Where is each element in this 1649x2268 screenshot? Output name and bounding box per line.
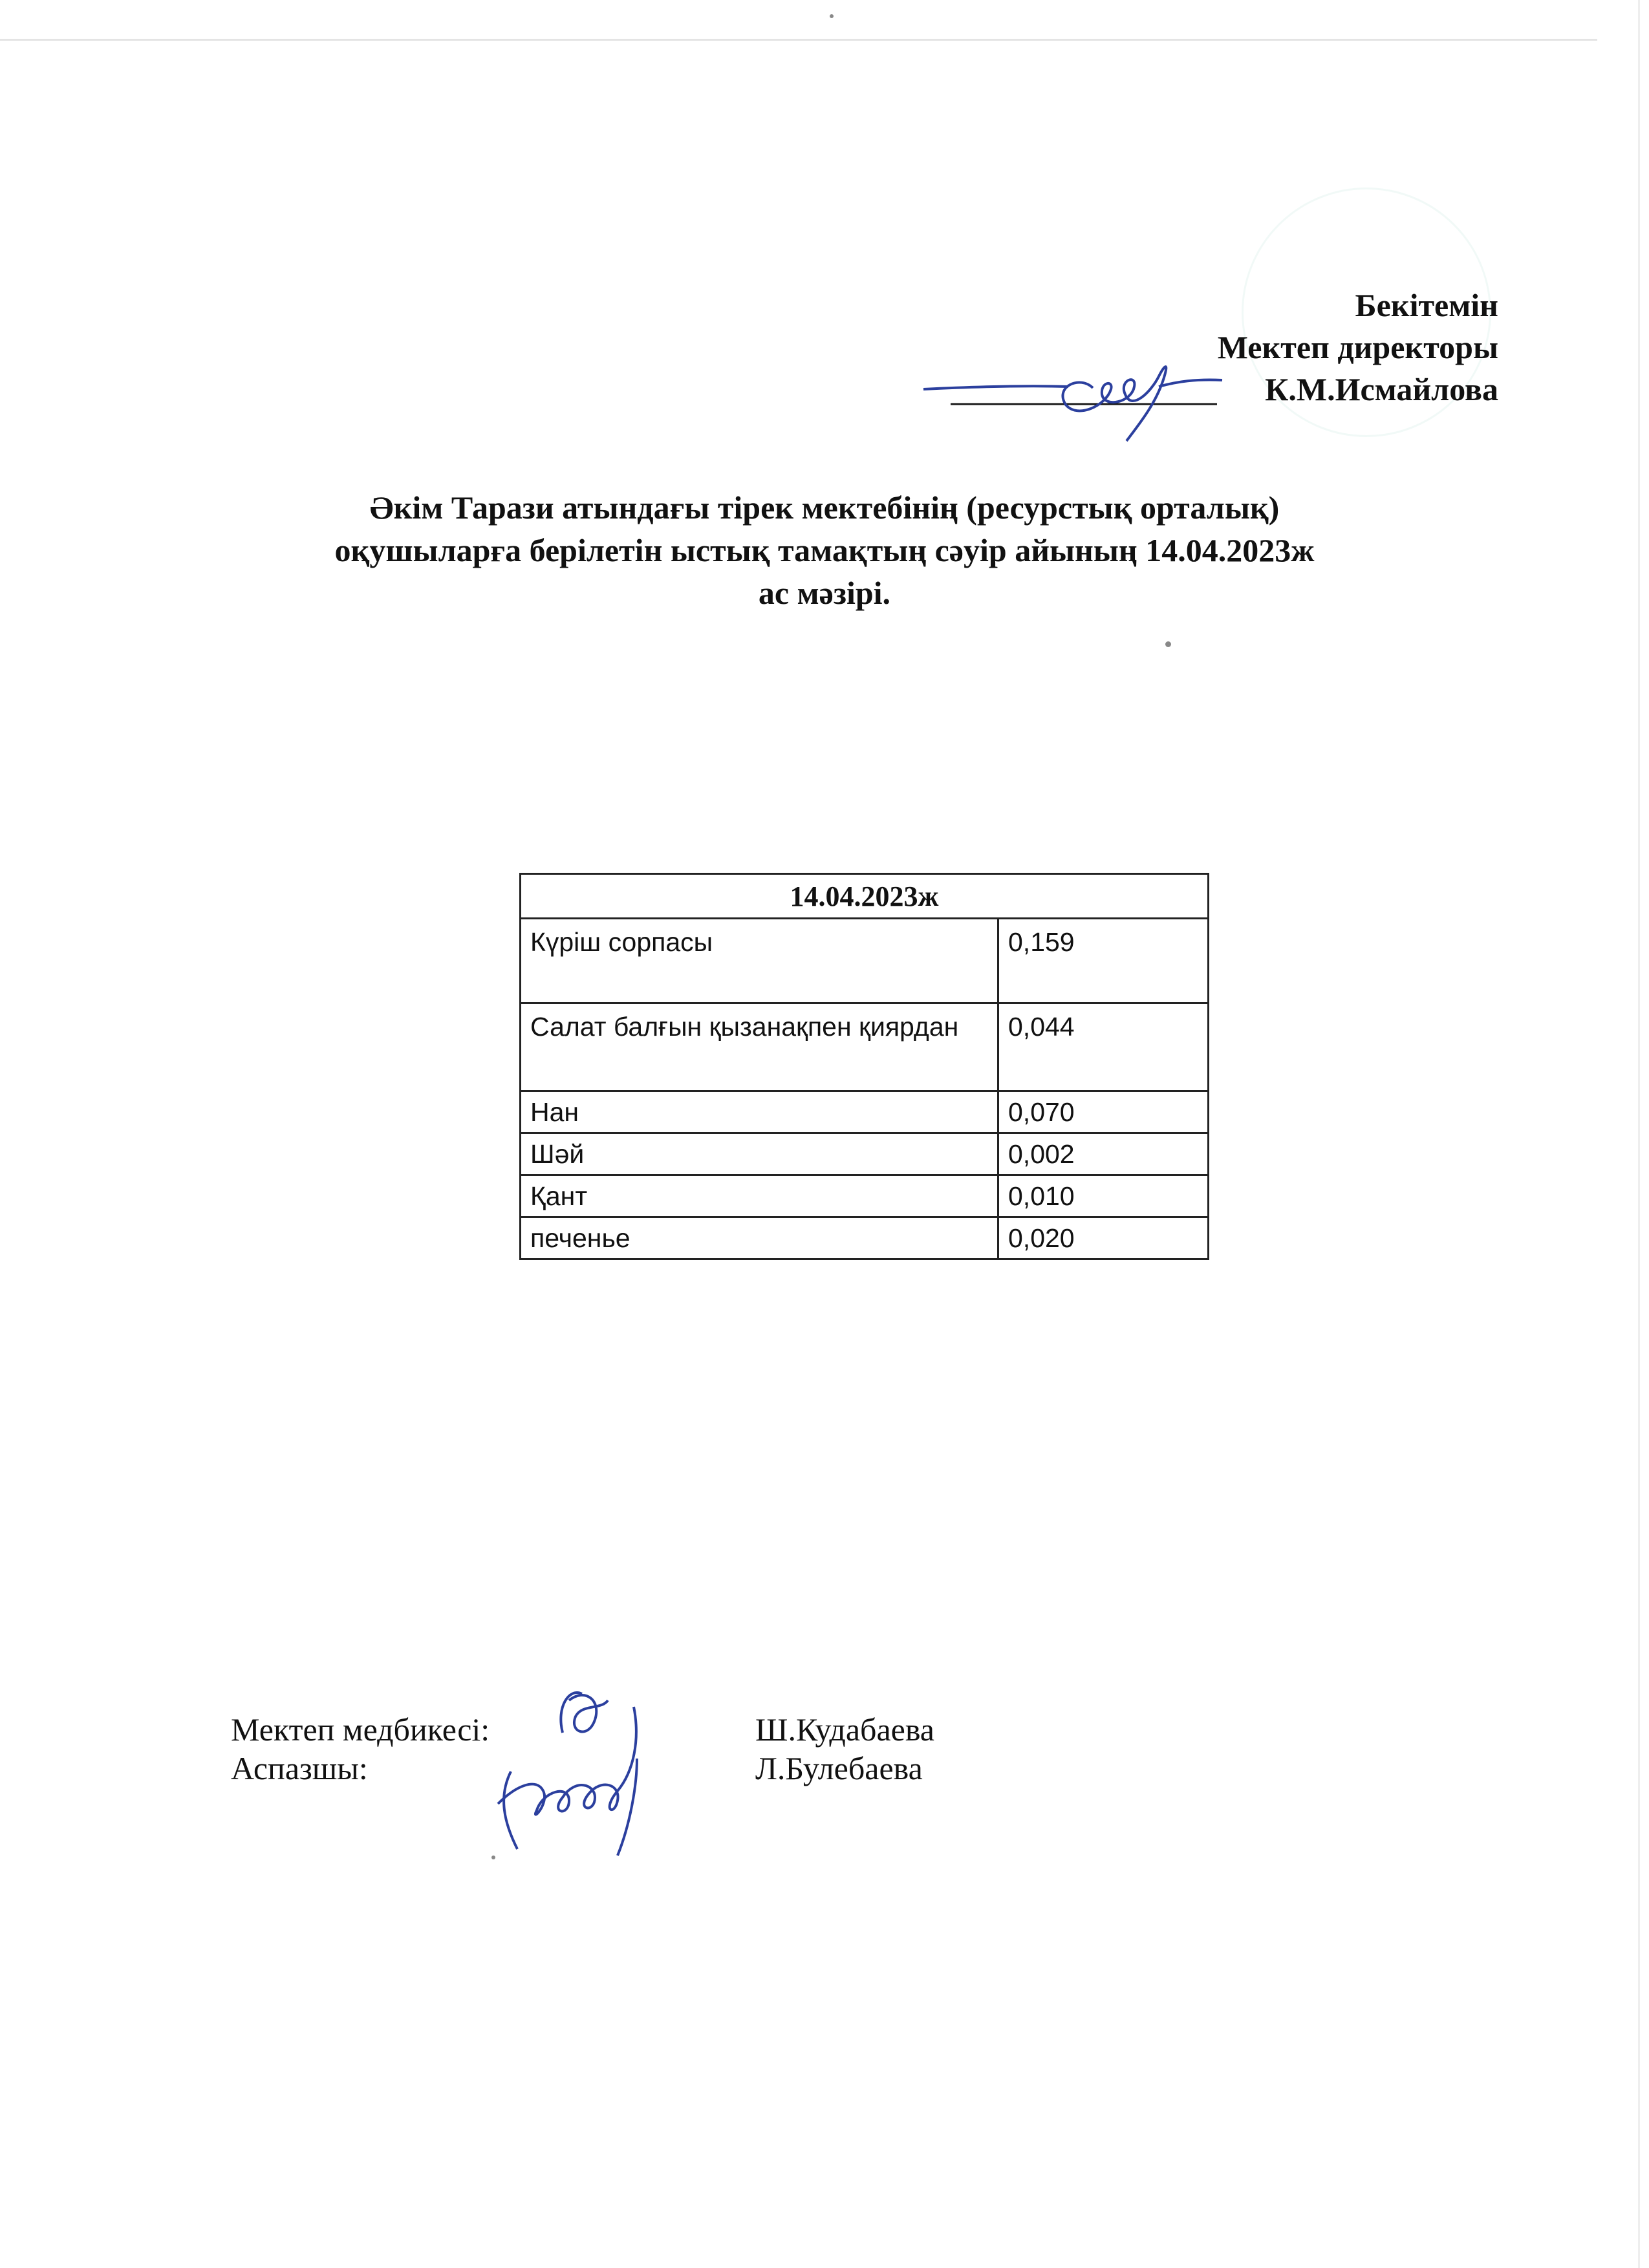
cook-name: Л.Булебаева	[755, 1750, 923, 1786]
menu-item-name: печенье	[521, 1217, 998, 1259]
approval-director-name: К.М.Исмайлова	[1265, 371, 1498, 407]
menu-item-value: 0,070	[998, 1091, 1209, 1133]
menu-item-value: 0,159	[998, 919, 1209, 1003]
staff-signatures	[472, 1681, 692, 1868]
menu-item-value: 0,020	[998, 1217, 1209, 1259]
document-title	[0, 486, 1649, 614]
menu-item-name: Нан	[521, 1091, 998, 1133]
approval-block	[1218, 284, 1498, 411]
menu-item-value: 0,002	[998, 1133, 1209, 1175]
title-line-2: оқушыларға берілетін ыстық тамақтың сәуір айының 14.04.2023ж	[334, 532, 1315, 568]
menu-item-name: Шәй	[521, 1133, 998, 1175]
approval-heading: Бекітемін	[1355, 287, 1498, 323]
menu-item-value: 0,010	[998, 1175, 1209, 1217]
scan-top-edge	[0, 39, 1597, 41]
menu-table	[519, 873, 1209, 1260]
menu-row	[521, 919, 1209, 1003]
director-signature	[918, 349, 1255, 446]
staff-names	[755, 1710, 934, 1788]
menu-row	[521, 1133, 1209, 1175]
menu-item-name: Қант	[521, 1175, 998, 1217]
cook-role-label: Аспазшы:	[231, 1750, 368, 1786]
title-line-3: ас мәзірі.	[758, 575, 891, 611]
nurse-role-label: Мектеп медбикесі:	[231, 1711, 490, 1748]
menu-item-value: 0,044	[998, 1003, 1209, 1091]
menu-row	[521, 1003, 1209, 1091]
menu-table-header-row	[521, 874, 1209, 919]
menu-row	[521, 1091, 1209, 1133]
menu-row	[521, 1217, 1209, 1259]
title-line-1: Әкім Тарази атындағы тірек мектебінің (ресурстық орталық)	[369, 489, 1280, 526]
nurse-name: Ш.Кудабаева	[755, 1711, 934, 1748]
menu-item-name: Салат балғын қызанақпен қиярдан	[521, 1003, 998, 1091]
scan-right-edge	[1638, 0, 1640, 2268]
staff-roles	[231, 1710, 490, 1788]
scan-speck	[830, 14, 834, 18]
menu-item-name: Күріш сорпасы	[521, 919, 998, 1003]
menu-row	[521, 1175, 1209, 1217]
menu-date-header: 14.04.2023ж	[521, 874, 1209, 919]
scan-speck	[1165, 641, 1171, 647]
approval-position: Мектеп директоры	[1217, 329, 1498, 365]
